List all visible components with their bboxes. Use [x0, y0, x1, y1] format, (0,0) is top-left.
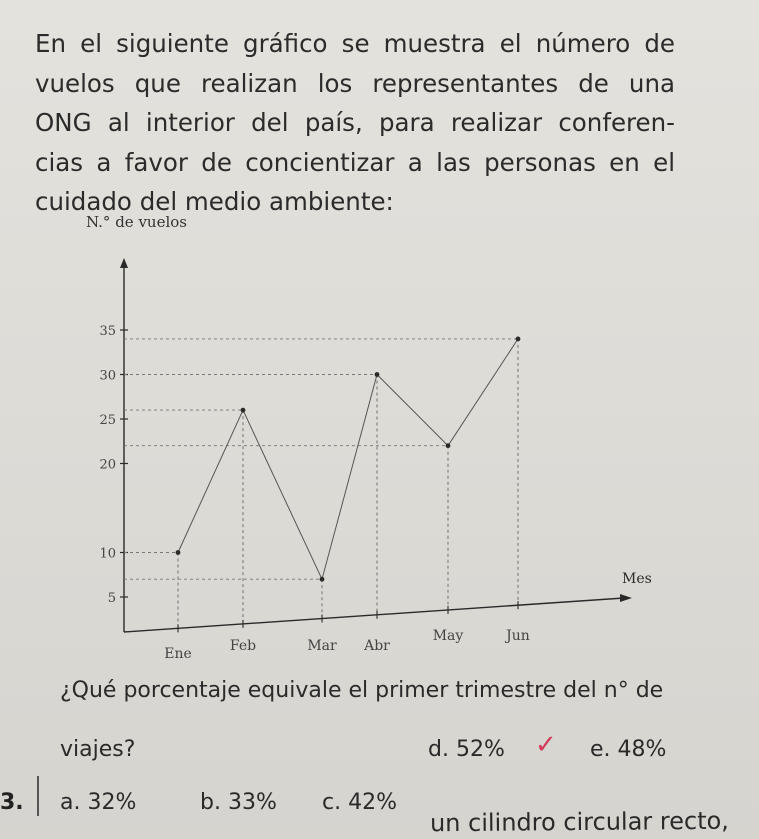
data-point	[516, 337, 521, 342]
data-point	[446, 443, 451, 448]
intro-line: ONG al interior del país, para realizar conferen-	[35, 108, 675, 138]
data-point	[320, 577, 325, 582]
x-tick-label: Mar	[307, 638, 337, 654]
option-a[interactable]: a. 32%	[60, 790, 137, 815]
data-point	[375, 372, 380, 377]
y-tick-label: 35	[99, 324, 116, 339]
item-number: 3.	[0, 790, 24, 815]
x-axis	[124, 598, 624, 632]
y-axis-arrow	[120, 258, 128, 268]
x-tick-label: Ene	[164, 646, 192, 662]
next-problem-fragment: un cilindro circular recto,	[429, 806, 729, 838]
chart-y-axis-label: N.° de vuelos	[86, 213, 187, 231]
option-c[interactable]: c. 42%	[322, 790, 397, 815]
question-line-2: viajes?	[60, 737, 136, 762]
option-e[interactable]: e. 48%	[590, 737, 667, 762]
intro-line: En el siguiente gráfico se muestra el número de	[35, 29, 675, 58]
data-point	[241, 408, 246, 413]
check-mark-icon: ✓	[535, 730, 557, 760]
x-axis-arrow	[620, 594, 632, 602]
intro-line: cuidado del medio ambiente:	[35, 187, 394, 217]
x-tick-label: Jun	[506, 628, 530, 644]
y-tick-label: 5	[107, 591, 116, 606]
x-tick-label: Feb	[229, 638, 257, 654]
option-d[interactable]: d. 52%	[428, 737, 505, 762]
x-axis-label: Mes	[622, 571, 652, 587]
y-tick-label: 25	[99, 413, 116, 428]
data-point	[176, 550, 181, 555]
y-tick-label: 20	[99, 457, 116, 473]
y-tick-label: 10	[99, 546, 116, 562]
x-tick-label: May	[432, 628, 464, 644]
margin-rule	[37, 776, 39, 816]
option-b[interactable]: b. 33%	[200, 790, 277, 815]
intro-line: cias a favor de concientizar a las personas en el	[35, 147, 675, 177]
intro-line: vuelos que realizan los representantes de una	[35, 68, 675, 98]
y-tick-label: 30	[99, 368, 116, 384]
question-line-1: ¿Qué porcentaje equivale el primer trimestre del n° de	[60, 678, 664, 703]
x-tick-label: Abr	[364, 638, 390, 654]
